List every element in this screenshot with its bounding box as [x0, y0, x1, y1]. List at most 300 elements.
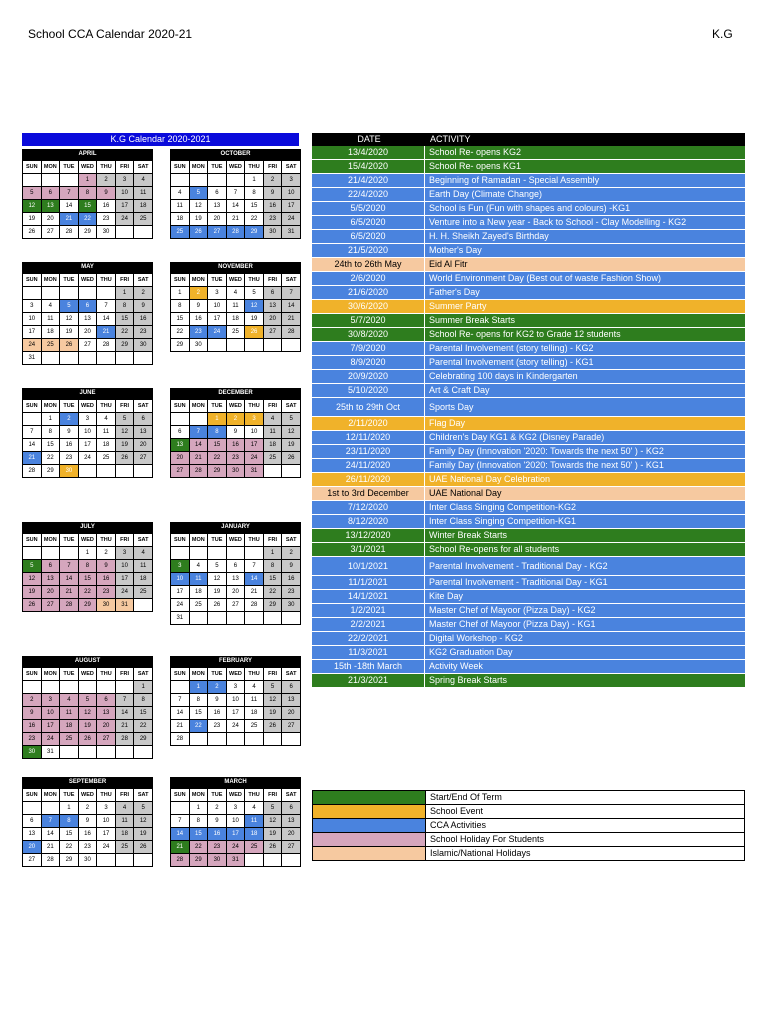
calendar-day: 9	[208, 694, 227, 707]
calendar-day: 17	[41, 720, 60, 733]
calendar-day	[23, 547, 42, 560]
calendar-day: 9	[134, 300, 153, 313]
activity-name: Inter Class Singing Competition-KG1	[429, 516, 577, 526]
calendar-day: 21	[115, 720, 134, 733]
calendar-day: 22	[60, 841, 79, 854]
day-name: SUN	[23, 668, 42, 681]
calendar-day: 31	[41, 746, 60, 759]
calendar-day: 1	[245, 174, 264, 187]
calendar-day: 19	[263, 707, 282, 720]
activity-table	[312, 133, 745, 688]
calendar-day: 20	[41, 586, 60, 599]
calendar-day: 21	[60, 213, 79, 226]
calendar-day	[226, 547, 245, 560]
calendar-day: 24	[208, 326, 227, 339]
calendar-day: 23	[208, 720, 227, 733]
calendar-day: 19	[23, 586, 42, 599]
calendar-day	[97, 681, 116, 694]
calendar-day	[41, 681, 60, 694]
calendar-day: 26	[263, 841, 282, 854]
calendar-day: 21	[282, 313, 301, 326]
calendar-day: 15	[78, 200, 97, 213]
legend-item	[312, 790, 745, 805]
calendar-day: 29	[208, 465, 227, 478]
calendar-day: 30	[78, 854, 97, 867]
activity-name: Beginning of Ramadan - Special Assembly	[429, 175, 600, 185]
calendar-day: 25	[245, 841, 264, 854]
day-name: FRI	[115, 789, 134, 802]
calendar-day: 14	[189, 439, 208, 452]
calendar-day: 21	[226, 213, 245, 226]
activity-date: 15th -18th March	[312, 660, 425, 673]
page-title: School CCA Calendar 2020-21	[28, 27, 193, 41]
day-name: SAT	[134, 274, 153, 287]
day-name: THU	[97, 274, 116, 287]
legend-swatch	[313, 791, 426, 804]
calendar-day: 20	[263, 313, 282, 326]
calendar-day: 20	[282, 828, 301, 841]
activity-row	[312, 146, 745, 160]
calendar-day: 30	[226, 465, 245, 478]
activity-name: School Re- opens KG2	[429, 147, 522, 157]
calendar-day	[97, 854, 116, 867]
day-name: WED	[78, 668, 97, 681]
calendar-day: 23	[78, 841, 97, 854]
activity-row	[312, 244, 745, 258]
calendar-day: 26	[23, 599, 42, 612]
calendar-day: 9	[282, 560, 301, 573]
day-name: WED	[226, 274, 245, 287]
calendar-day: 3	[41, 694, 60, 707]
activity-name: Parental Involvement - Traditional Day - KG1	[429, 577, 608, 587]
day-name: FRI	[115, 534, 134, 547]
date-column-header: DATE	[357, 134, 381, 144]
calendar-day: 30	[60, 465, 79, 478]
activity-row	[312, 286, 745, 300]
calendar-day: 20	[171, 452, 190, 465]
calendar-day: 1	[78, 547, 97, 560]
calendar-day: 15	[189, 828, 208, 841]
calendar-day: 27	[282, 720, 301, 733]
calendar-day	[115, 746, 134, 759]
calendar-day	[208, 547, 227, 560]
calendar-day: 14	[60, 573, 79, 586]
calendar-day: 8	[263, 560, 282, 573]
month-march	[170, 777, 301, 867]
month-name: DECEMBER	[170, 388, 301, 399]
calendar-day	[134, 746, 153, 759]
calendar-day: 24	[282, 213, 301, 226]
calendar-day	[60, 547, 79, 560]
calendar-day: 1	[134, 681, 153, 694]
day-name: TUE	[60, 400, 79, 413]
calendar-day: 26	[23, 226, 42, 239]
calendar-day: 15	[60, 828, 79, 841]
calendar-day: 4	[97, 413, 116, 426]
activity-date: 23/11/2020	[312, 445, 425, 458]
calendar-day: 18	[171, 213, 190, 226]
activity-name: Venture into a New year - Back to School - Clay Modelling - KG2	[429, 217, 687, 227]
calendar-day: 6	[208, 187, 227, 200]
calendar-day: 3	[23, 300, 42, 313]
activity-row	[312, 370, 745, 384]
calendar-day: 12	[245, 300, 264, 313]
calendar-day: 24	[226, 841, 245, 854]
calendar-day: 18	[245, 707, 264, 720]
activity-date: 24th to 26th May	[312, 258, 425, 271]
calendar-day	[189, 733, 208, 746]
calendar-day: 2	[208, 681, 227, 694]
activity-table-header	[312, 133, 745, 146]
calendar-day: 30	[23, 746, 42, 759]
calendar-day	[23, 287, 42, 300]
calendar-day: 7	[60, 187, 79, 200]
day-name: WED	[226, 789, 245, 802]
calendar-day	[226, 174, 245, 187]
day-name: WED	[226, 400, 245, 413]
calendar-day: 14	[97, 313, 116, 326]
calendar-day: 8	[189, 815, 208, 828]
activity-date: 8/9/2020	[312, 356, 425, 369]
calendar-day: 13	[282, 694, 301, 707]
calendar-day: 1	[263, 547, 282, 560]
activity-name: Winter Break Starts	[429, 530, 508, 540]
calendar-day: 4	[41, 300, 60, 313]
day-name: WED	[78, 274, 97, 287]
calendar-day: 5	[23, 560, 42, 573]
calendar-day: 7	[171, 815, 190, 828]
calendar-day: 19	[208, 586, 227, 599]
legend-label: School Holiday For Students	[430, 834, 545, 844]
activity-name: UAE National Day	[429, 488, 502, 498]
day-name: SUN	[171, 274, 190, 287]
calendar-day: 17	[171, 586, 190, 599]
calendar-day: 29	[78, 599, 97, 612]
calendar-day: 5	[245, 287, 264, 300]
activity-row	[312, 300, 745, 314]
activity-date: 2/6/2020	[312, 272, 425, 285]
activity-row	[312, 445, 745, 459]
calendar-day: 16	[78, 828, 97, 841]
calendar-day: 7	[189, 426, 208, 439]
calendar-day: 11	[263, 426, 282, 439]
calendar-day: 12	[189, 200, 208, 213]
activity-row	[312, 417, 745, 431]
calendar-day	[60, 287, 79, 300]
activity-name: Eid Al Fitr	[429, 259, 468, 269]
month-name: SEPTEMBER	[22, 777, 153, 788]
calendar-day: 31	[226, 854, 245, 867]
calendar-banner: K.G Calendar 2020-2021	[22, 133, 299, 146]
activity-date: 5/10/2020	[312, 384, 425, 397]
day-name: SUN	[23, 161, 42, 174]
calendar-day: 2	[282, 547, 301, 560]
calendar-day: 4	[134, 174, 153, 187]
calendar-day: 27	[134, 452, 153, 465]
calendar-day	[263, 339, 282, 352]
calendar-day	[226, 339, 245, 352]
calendar-day	[115, 226, 134, 239]
calendar-day: 30	[97, 226, 116, 239]
calendar-day: 2	[134, 287, 153, 300]
legend-item	[312, 819, 745, 833]
calendar-day: 26	[282, 452, 301, 465]
activity-date: 11/3/2021	[312, 646, 425, 659]
day-name: SAT	[282, 161, 301, 174]
calendar-day: 6	[78, 300, 97, 313]
day-name: TUE	[60, 668, 79, 681]
activity-name: Spring Break Starts	[429, 675, 508, 685]
calendar-day	[263, 612, 282, 625]
calendar-day: 14	[245, 573, 264, 586]
calendar-day: 16	[97, 200, 116, 213]
day-name: THU	[245, 274, 264, 287]
calendar-day: 3	[171, 560, 190, 573]
calendar-day: 14	[226, 200, 245, 213]
legend-label: School Event	[430, 806, 484, 816]
calendar-day: 7	[282, 287, 301, 300]
legend-swatch	[313, 819, 426, 832]
day-name: SUN	[23, 400, 42, 413]
calendar-day: 21	[171, 841, 190, 854]
calendar-day	[245, 854, 264, 867]
calendar-day: 21	[245, 586, 264, 599]
calendar-day: 5	[60, 300, 79, 313]
calendar-day: 16	[97, 573, 116, 586]
month-name: OCTOBER	[170, 149, 301, 160]
calendar-day: 28	[171, 733, 190, 746]
calendar-day: 21	[41, 841, 60, 854]
calendar-day: 7	[226, 187, 245, 200]
activity-name: UAE National Day Celebration	[429, 474, 551, 484]
calendar-day: 2	[97, 174, 116, 187]
activity-row	[312, 258, 745, 272]
calendar-day	[245, 733, 264, 746]
calendar-day: 22	[115, 326, 134, 339]
calendar-day: 17	[208, 313, 227, 326]
calendar-day: 26	[78, 733, 97, 746]
calendar-day: 27	[97, 733, 116, 746]
calendar-day: 24	[115, 213, 134, 226]
calendar-day: 12	[78, 707, 97, 720]
calendar-day: 28	[171, 854, 190, 867]
calendar-day: 8	[134, 694, 153, 707]
day-name: SUN	[23, 274, 42, 287]
calendar-day: 15	[41, 439, 60, 452]
calendar-day: 19	[60, 326, 79, 339]
calendar-day: 20	[208, 213, 227, 226]
calendar-day	[171, 681, 190, 694]
calendar-day: 6	[226, 560, 245, 573]
month-june	[22, 388, 153, 478]
activity-date: 5/5/2020	[312, 202, 425, 215]
calendar-day: 29	[41, 465, 60, 478]
activity-name: School Re- opens for KG2 to Grade 12 students	[429, 329, 621, 339]
calendar-day: 23	[263, 213, 282, 226]
calendar-day: 24	[245, 452, 264, 465]
day-name: TUE	[208, 534, 227, 547]
calendar-day: 12	[115, 426, 134, 439]
calendar-day: 8	[208, 426, 227, 439]
legend-item	[312, 833, 745, 847]
calendar-day: 11	[97, 426, 116, 439]
activity-row	[312, 384, 745, 398]
activity-date: 1/2/2021	[312, 604, 425, 617]
activity-row	[312, 529, 745, 543]
calendar-day: 10	[245, 426, 264, 439]
calendar-day: 28	[97, 339, 116, 352]
calendar-day: 6	[41, 560, 60, 573]
calendar-day: 1	[78, 174, 97, 187]
calendar-day: 11	[189, 573, 208, 586]
activity-date: 13/12/2020	[312, 529, 425, 542]
activity-date: 15/4/2020	[312, 160, 425, 173]
calendar-day	[189, 174, 208, 187]
calendar-day: 25	[41, 339, 60, 352]
calendar-day: 20	[23, 841, 42, 854]
calendar-day: 2	[189, 287, 208, 300]
calendar-day	[23, 413, 42, 426]
calendar-day: 15	[134, 707, 153, 720]
month-november	[170, 262, 301, 352]
calendar-day: 25	[97, 452, 116, 465]
activity-name: Digital Workshop - KG2	[429, 633, 523, 643]
calendar-day	[41, 802, 60, 815]
day-name: MON	[41, 534, 60, 547]
calendar-day: 8	[171, 300, 190, 313]
calendar-day: 5	[115, 413, 134, 426]
calendar-day	[171, 174, 190, 187]
calendar-day: 22	[171, 326, 190, 339]
calendar-day: 13	[41, 573, 60, 586]
day-name: SAT	[134, 161, 153, 174]
legend-label: Islamic/National Holidays	[430, 848, 531, 858]
day-name: SUN	[171, 789, 190, 802]
day-name: MON	[189, 161, 208, 174]
calendar-day: 3	[208, 287, 227, 300]
calendar-day: 16	[208, 707, 227, 720]
calendar-day	[78, 681, 97, 694]
calendar-day: 5	[78, 694, 97, 707]
calendar-day	[134, 226, 153, 239]
activity-row	[312, 216, 745, 230]
calendar-day: 27	[263, 326, 282, 339]
calendar-day: 23	[282, 586, 301, 599]
calendar-day: 19	[115, 439, 134, 452]
month-name: FEBRUARY	[170, 656, 301, 667]
calendar-day: 10	[282, 187, 301, 200]
calendar-day: 8	[115, 300, 134, 313]
calendar-day: 5	[282, 413, 301, 426]
activity-row	[312, 202, 745, 216]
calendar-day: 16	[263, 200, 282, 213]
calendar-day: 23	[97, 213, 116, 226]
calendar-day: 31	[23, 352, 42, 365]
calendar-day: 19	[189, 213, 208, 226]
calendar-day: 18	[189, 586, 208, 599]
day-name: THU	[97, 400, 116, 413]
calendar-day: 17	[226, 828, 245, 841]
calendar-day	[60, 352, 79, 365]
calendar-day: 24	[115, 586, 134, 599]
calendar-day: 3	[245, 413, 264, 426]
day-name: SUN	[171, 400, 190, 413]
activity-date: 20/9/2020	[312, 370, 425, 383]
calendar-day	[263, 854, 282, 867]
calendar-day: 27	[208, 226, 227, 239]
calendar-day: 13	[41, 200, 60, 213]
calendar-day: 21	[23, 452, 42, 465]
calendar-day	[41, 352, 60, 365]
calendar-day: 1	[208, 413, 227, 426]
calendar-day	[171, 413, 190, 426]
calendar-day: 13	[23, 828, 42, 841]
activity-row	[312, 576, 745, 590]
calendar-day: 3	[282, 174, 301, 187]
month-august	[22, 656, 153, 759]
calendar-day: 18	[115, 828, 134, 841]
calendar-day: 28	[115, 733, 134, 746]
day-name: FRI	[115, 400, 134, 413]
activity-row	[312, 431, 745, 445]
calendar-day	[97, 287, 116, 300]
activity-date: 6/5/2020	[312, 230, 425, 243]
calendar-day: 22	[78, 586, 97, 599]
calendar-day	[226, 733, 245, 746]
calendar-day: 12	[208, 573, 227, 586]
day-name: SUN	[171, 534, 190, 547]
calendar-day: 27	[282, 841, 301, 854]
calendar-day	[263, 733, 282, 746]
calendar-day	[78, 287, 97, 300]
calendar-day	[60, 681, 79, 694]
calendar-day: 18	[41, 326, 60, 339]
calendar-day: 15	[78, 573, 97, 586]
legend-swatch	[313, 805, 426, 818]
month-february	[170, 656, 301, 746]
calendar-day: 13	[208, 200, 227, 213]
activity-row	[312, 459, 745, 473]
calendar-day	[41, 287, 60, 300]
month-may	[22, 262, 153, 365]
calendar-day: 8	[78, 560, 97, 573]
calendar-day: 6	[23, 815, 42, 828]
calendar-day: 26	[263, 720, 282, 733]
calendar-day: 2	[208, 802, 227, 815]
calendar-day: 8	[189, 694, 208, 707]
legend-swatch	[313, 833, 426, 846]
day-name: MON	[41, 789, 60, 802]
calendar-day	[171, 547, 190, 560]
activity-row	[312, 174, 745, 188]
calendar-day: 25	[115, 841, 134, 854]
calendar-day	[245, 547, 264, 560]
activity-row	[312, 356, 745, 370]
calendar-day: 10	[226, 694, 245, 707]
calendar-day: 26	[60, 339, 79, 352]
calendar-day: 29	[115, 339, 134, 352]
calendar-day: 19	[263, 828, 282, 841]
day-name: THU	[245, 668, 264, 681]
calendar-day: 22	[189, 841, 208, 854]
activity-row	[312, 230, 745, 244]
calendar-day: 7	[23, 426, 42, 439]
calendar-day: 16	[23, 720, 42, 733]
month-january	[170, 522, 301, 625]
calendar-day: 23	[134, 326, 153, 339]
calendar-day: 20	[226, 586, 245, 599]
calendar-day: 16	[134, 313, 153, 326]
